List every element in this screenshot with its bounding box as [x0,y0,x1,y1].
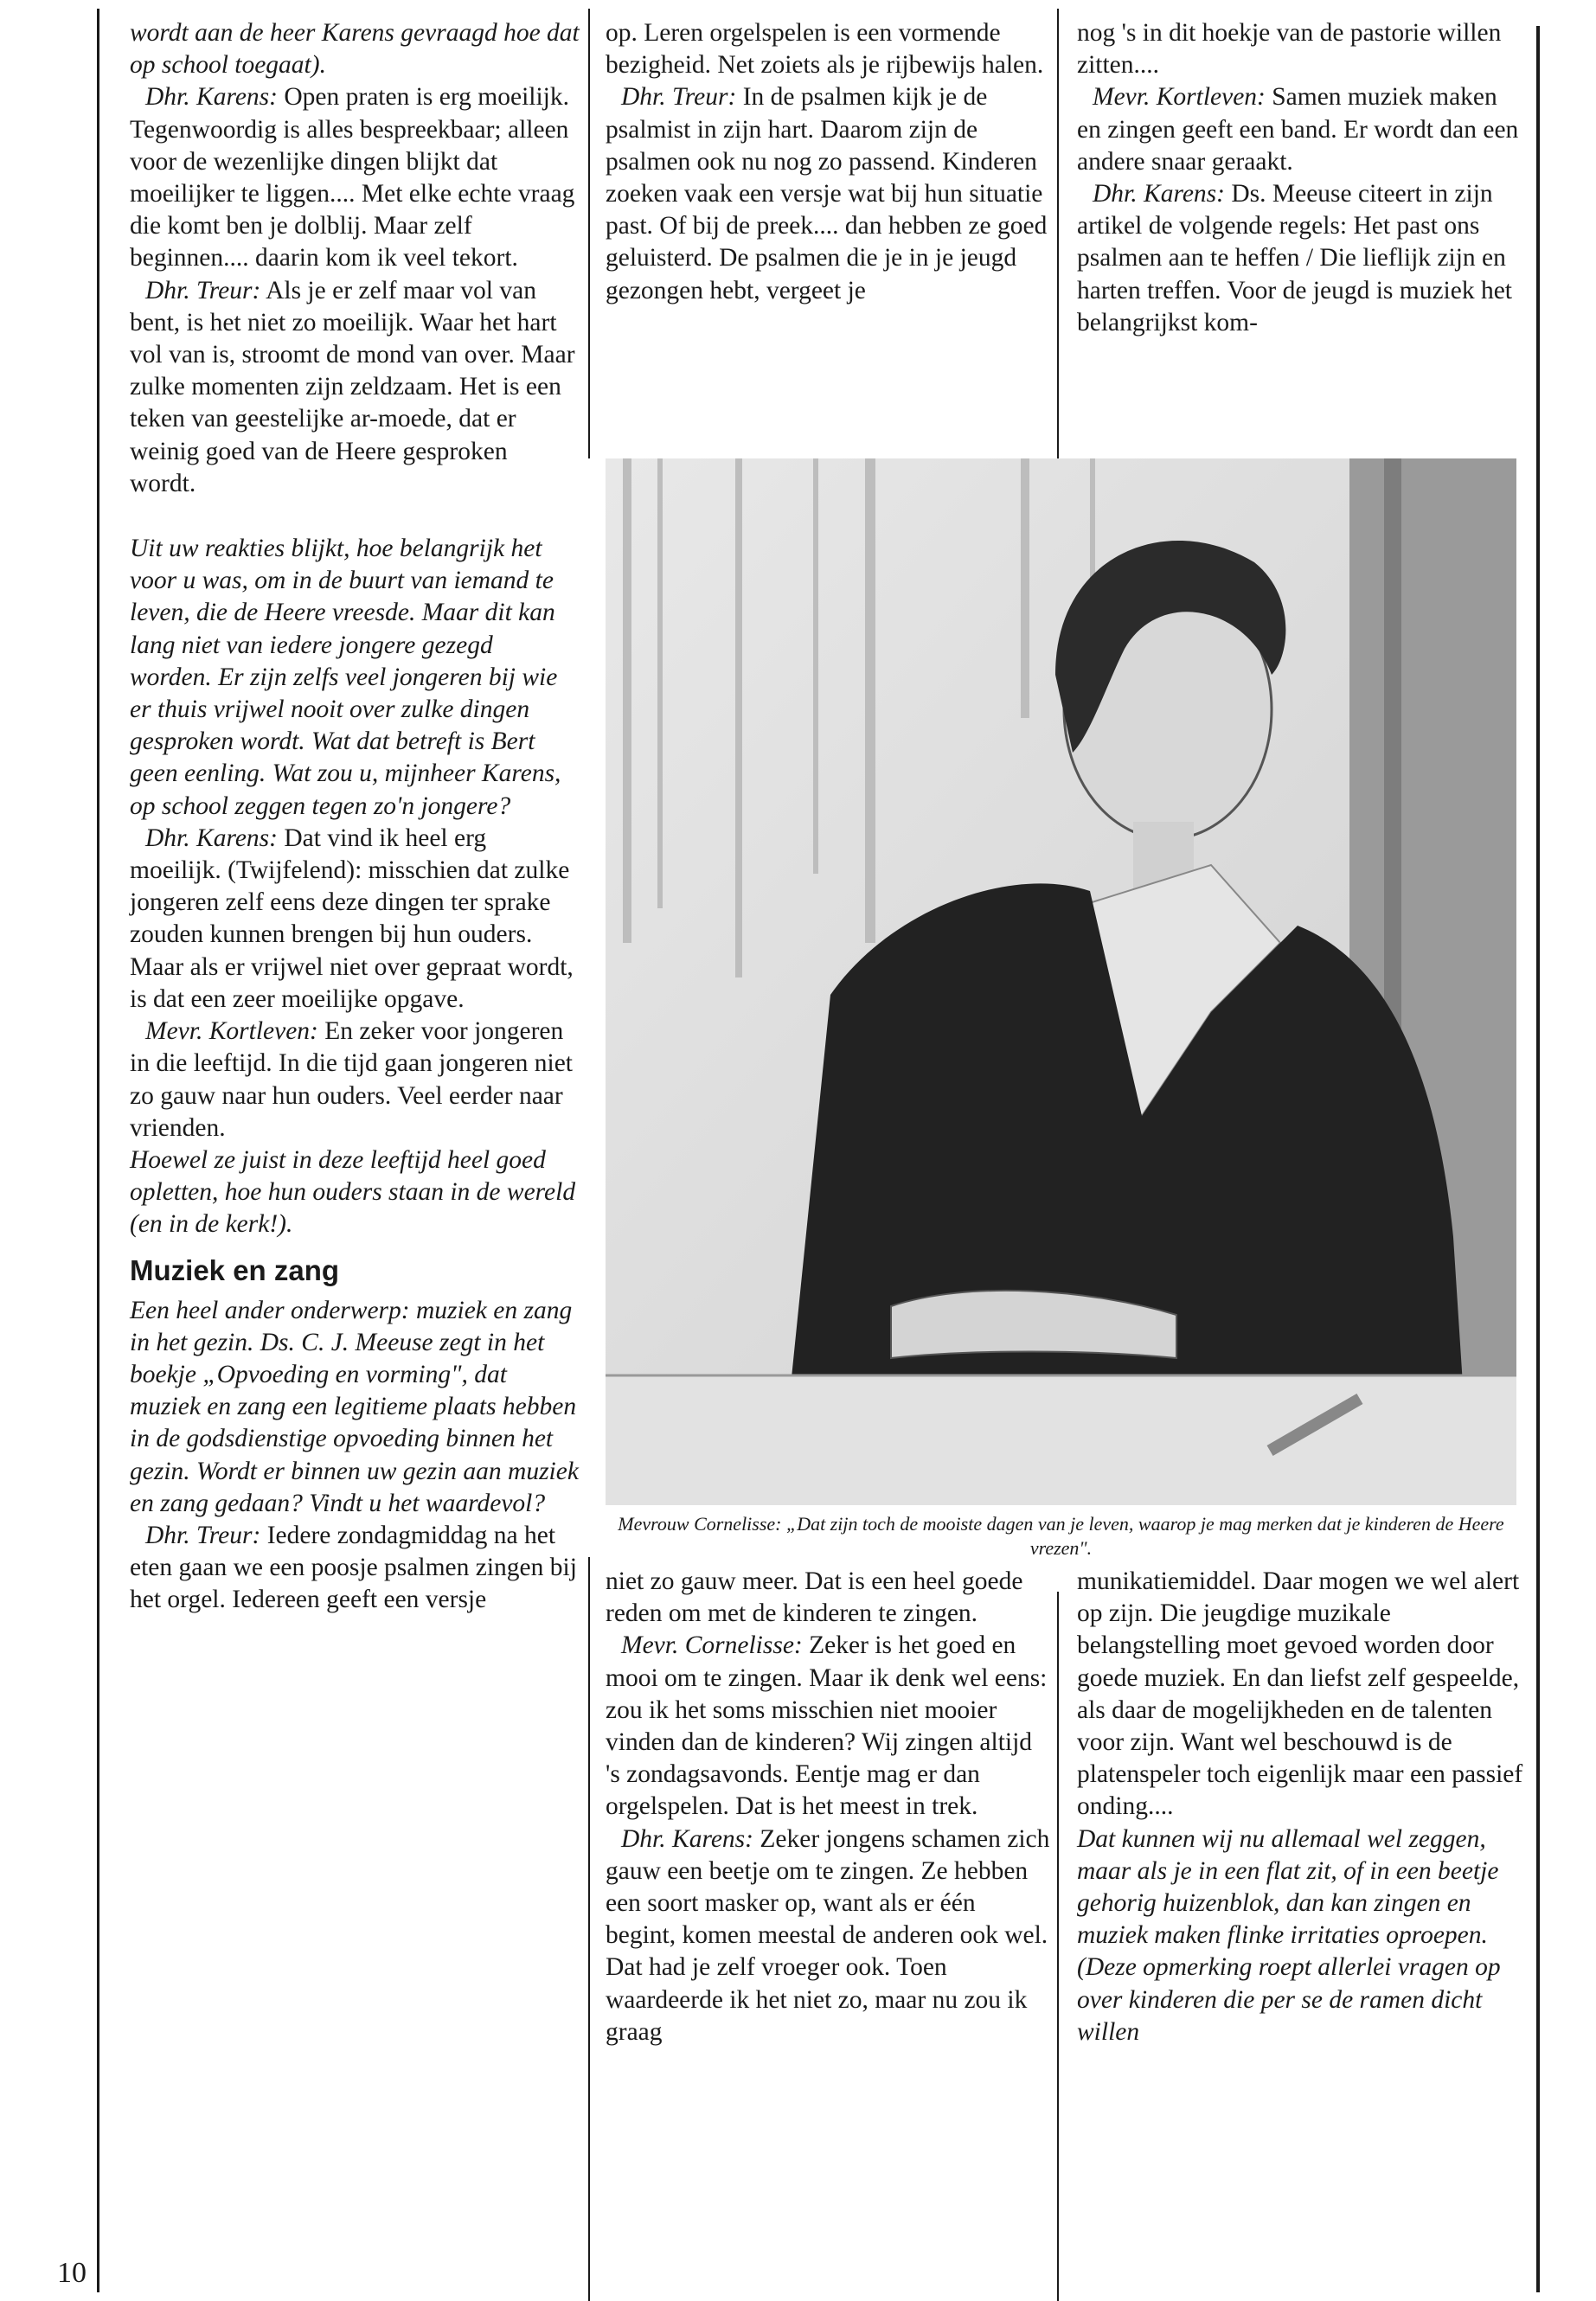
paragraph-text: nog 's in dit hoekje van de pastorie willen zitten.... [1077,19,1502,80]
speaker-name: Dhr. Treur: [621,83,737,112]
paragraph [1077,17,1527,81]
portrait-photo [606,458,1516,1505]
paragraph-text: Open praten is erg moeilijk. Tegenwoordig is alles bespreekbaar; alleen voor de wezenlijke dingen blijkt dat moeilijker te liggen.... Met elke echte vraag die komt ben je dolblij. Maar zelf beginnen.... daarin kom ik veel tekort. [130,83,575,272]
paragraph [606,81,1051,306]
section-heading: Muziek en zang [130,1253,340,1286]
paragraph-text: Uit uw reakties blijkt, hoe belangrijk het voor u was, om in de buurt van iemand te leven, die de Heere vreesde. Maar dit kan lang niet van iedere jongere gezegd worden. Er zijn zelfs veel jongeren bij wie er thuis vrijwel nooit over zulke dingen gesproken wordt. Wat dat betreft is Bert geen eenling. Wat zou u, mijnheer Karens, op school zeggen tegen zo'n jongere? [130,535,561,820]
paragraph-text: In de psalmen kijk je de psalmist in zijn hart. Daarom zijn de psalmen ook nu nog zo passend. Kinderen zoeken vaak een versje wat bij hun situatie past. Of bij de preek.... dan hebben ze goed geluisterd. De psalmen die je in je jeugd gezongen hebt, vergeet je [606,83,1048,304]
page-number: 10 [57,2257,87,2289]
paragraph-text: Hoewel ze juist in deze leeftijd heel goed opletten, hoe hun ouders staan in de wereld (en in de kerk!). [130,1145,576,1239]
speaker-name: Mevr. Kortleven: [1093,83,1266,112]
paragraph-text: Zeker is het goed en mooi om te zingen. Maar ik denk wel eens: zou ik het soms misschien niet mooier vinden dan de kinderen? Wij zingen altijd 's zondagsavonds. Eentje mag er dan orgelspelen. Dat is het meest in trek. [606,1631,1048,1821]
paragraph-text: op. Leren orgelspelen is een vormende bezigheid. Net zoiets als je rijbewijs halen. [606,19,1044,80]
paragraph [1077,178,1527,339]
paragraph [130,823,580,1016]
paragraph-text: Een heel ander onderwerp: muziek en zang in het gezin. Ds. C. J. Meeuse zegt in het boekje „Opvoeding en vorming", dat muziek en zang een legitieme plaats hebben in de godsdienstige opvoeding binnen het gezin. Wordt er binnen uw gezin aan muziek en zang gedaan? Vindt u het waardevol? [130,1296,579,1517]
paragraph [1077,1566,1527,1823]
speaker-name: Dhr. Karens: [1093,180,1225,208]
col3-bottom-text [1077,1566,1527,2048]
paragraph [130,81,580,274]
column-rule-3 [588,1557,590,2301]
column-rule-4 [1057,1592,1059,2301]
paragraph-text: Iedere zondagmiddag na het eten gaan we een poosje psalmen zingen bij het orgel. Iedereen geeft een versje [130,1521,577,1614]
paragraph-text: munikatiemiddel. Daar mogen we wel alert op zijn. Die jeugdige muzikale belangstelling moet gevoed worden door goede muziek. En dan liefst zelf gespeelde, als daar de mogelijkheden en de talenten voor zijn. Want wel beschouwd is de platenspeler toch eigenlijk maar een passief onding.... [1077,1567,1523,1821]
speaker-name: Dhr. Karens: [621,1824,753,1853]
col1-top-text [130,17,580,500]
portrait-photo-icon [606,458,1516,1505]
speaker-name: Dhr. Treur: [145,1521,261,1549]
paragraph [130,533,580,823]
col2-bottom-text [606,1566,1051,2048]
paragraph [130,1144,580,1241]
paragraph [130,275,580,500]
column-2-bottom [606,1566,1051,2048]
paragraph [130,17,580,81]
speaker-name: Mevr. Kortleven: [145,1017,318,1046]
paragraph [606,1823,1051,2048]
column-1 [130,17,580,1617]
col1-bottom-text [130,1295,580,1617]
paragraph [1077,81,1527,178]
paragraph [606,17,1051,81]
column-2-top [606,17,1051,307]
paragraph [130,1295,580,1520]
col1-middle-text [130,533,580,1240]
paragraph-text: Samen muziek maken en zingen geeft een band. Er wordt dan een andere snaar geraakt. [1077,83,1519,176]
column-rule-1 [588,9,590,458]
col3-top-text [1077,17,1527,339]
paragraph-text: Zeker jongens schamen zich gauw een beetje om te zingen. Ze hebben een soort masker op, want als er één begint, komen meestal de anderen ook wel. Dat had je zelf vroeger ook. Toen waardeerde ik het niet zo, maar nu zou ik graag [606,1824,1050,2046]
left-margin-rule [97,9,99,2292]
paragraph-text: Dat vind ik heel erg moeilijk. (Twijfelend): misschien dat zulke jongeren zelf eens deze dingen ter sprake zouden kunnen brengen bij hun ouders. Maar als er vrijwel niet over gepraat wordt, is dat een zeer moeilijke opgave. [130,824,574,1013]
paragraph [606,1630,1051,1823]
paragraph-text: wordt aan de heer Karens gevraagd hoe dat op school toegaat). [130,19,580,80]
speaker-name: Dhr. Karens: [145,824,278,852]
paragraph-text: Als je er zelf maar vol van bent, is het niet zo moeilijk. Waar het hart vol van is, stroomt de mond van over. Maar zulke momenten zijn zeldzaam. Het is een teken van geestelijke ar-moede, dat er weinig goed van de Heere gesproken wordt. [130,276,575,497]
paragraph [606,1566,1051,1630]
paragraph [1077,1823,1527,2048]
speaker-name: Dhr. Karens: [145,83,278,112]
speaker-name: Mevr. Cornelisse: [621,1631,803,1660]
paragraph-text: Ds. Meeuse citeert in zijn artikel de volgende regels: Het past ons psalmen aan te heffen / Die lieflijk zijn en harten treffen. Voor de jeugd is muziek het belangrijkst kom- [1077,180,1512,336]
column-rule-2 [1057,9,1059,458]
photo-caption: Mevrouw Cornelisse: „Dat zijn toch de mooiste dagen van je leven, waarop je mag merken dat je kinderen de Heere vrezen". [618,1513,1504,1559]
paragraph-text: En zeker voor jongeren in die leeftijd. In die tijd gaan jongeren niet zo gauw naar hun ouders. Veel eerder naar vrienden. [130,1017,573,1142]
column-3-top [1077,17,1527,339]
column-3-bottom [1077,1566,1527,2048]
speaker-name: Dhr. Treur: [145,276,261,304]
paragraph [130,1016,580,1144]
paragraph [130,1520,580,1617]
paragraph-text: Dat kunnen wij nu allemaal wel zeggen, maar als je in een flat zit, of in een beetje gehorig huizenblok, dan kan zingen en muziek maken flinke irritaties oproepen. (Deze opmerking roept allerlei vragen op over kinderen die per se de ramen dicht willen [1077,1824,1501,2046]
col2-top-text [606,17,1051,307]
paragraph-text: niet zo gauw meer. Dat is een heel goede reden om met de kinderen te zingen. [606,1567,1023,1628]
right-margin-rule [1536,26,1540,2292]
